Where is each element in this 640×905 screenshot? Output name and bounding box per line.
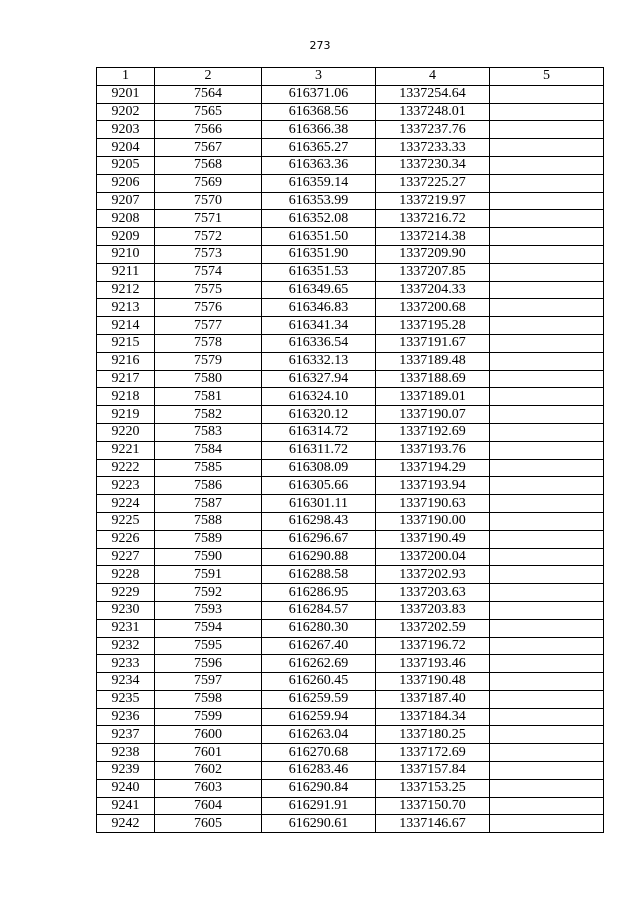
table-cell-col-2: 7593 [155,601,262,619]
table-row [97,708,604,726]
table-cell-col-2: 7594 [155,619,262,637]
table-cell-col-2: 7568 [155,156,262,174]
table-row [97,779,604,797]
table-cell-col-5 [490,299,604,317]
column-header-5: 5 [490,68,604,86]
table-cell-col-3: 616351.90 [262,245,376,263]
table-cell-col-2: 7580 [155,370,262,388]
table-cell-col-3: 616291.91 [262,797,376,815]
table-cell-col-5 [490,619,604,637]
table-cell-col-3: 616263.04 [262,726,376,744]
table-cell-col-4: 1337190.63 [376,495,490,513]
table-cell-col-4: 1337194.29 [376,459,490,477]
table-cell-col-2: 7567 [155,139,262,157]
table-cell-col-3: 616290.61 [262,815,376,833]
table-row [97,281,604,299]
table-cell-col-1: 9235 [97,690,155,708]
table-row [97,495,604,513]
table-cell-col-4: 1337193.76 [376,441,490,459]
table-row [97,334,604,352]
table-cell-col-5 [490,584,604,602]
table-cell-col-4: 1337146.67 [376,815,490,833]
table-cell-col-3: 616288.58 [262,566,376,584]
table-cell-col-5 [490,210,604,228]
table-cell-col-2: 7586 [155,477,262,495]
table-row [97,228,604,246]
table-cell-col-3: 616290.84 [262,779,376,797]
table-row [97,512,604,530]
table-cell-col-3: 616280.30 [262,619,376,637]
table-cell-col-2: 7599 [155,708,262,726]
table-cell-col-2: 7600 [155,726,262,744]
table-cell-col-5 [490,459,604,477]
table-cell-col-3: 616359.14 [262,174,376,192]
table-cell-col-5 [490,423,604,441]
table-cell-col-3: 616259.94 [262,708,376,726]
table-cell-col-1: 9237 [97,726,155,744]
table-cell-col-3: 616270.68 [262,744,376,762]
table-cell-col-1: 9241 [97,797,155,815]
table-cell-col-4: 1337216.72 [376,210,490,228]
table-cell-col-5 [490,174,604,192]
table-header-row [97,68,604,86]
table-row [97,797,604,815]
table-cell-col-5 [490,566,604,584]
table-cell-col-3: 616311.72 [262,441,376,459]
table-cell-col-4: 1337180.25 [376,726,490,744]
table-cell-col-5 [490,762,604,780]
table-cell-col-1: 9226 [97,530,155,548]
table-cell-col-2: 7583 [155,423,262,441]
table-cell-col-5 [490,263,604,281]
table-cell-col-5 [490,441,604,459]
table-cell-col-1: 9225 [97,512,155,530]
table-row [97,352,604,370]
table-cell-col-1: 9222 [97,459,155,477]
table-cell-col-2: 7592 [155,584,262,602]
table-cell-col-2: 7564 [155,85,262,103]
table-cell-col-3: 616327.94 [262,370,376,388]
table-cell-col-2: 7605 [155,815,262,833]
table-cell-col-1: 9212 [97,281,155,299]
table-cell-col-1: 9224 [97,495,155,513]
table-row [97,548,604,566]
table-cell-col-2: 7575 [155,281,262,299]
table-cell-col-1: 9204 [97,139,155,157]
coordinates-table [96,67,604,833]
table-cell-col-1: 9203 [97,121,155,139]
table-cell-col-4: 1337203.83 [376,601,490,619]
table-cell-col-1: 9220 [97,423,155,441]
table-cell-col-2: 7590 [155,548,262,566]
table-cell-col-4: 1337184.34 [376,708,490,726]
table-row [97,637,604,655]
table-cell-col-5 [490,334,604,352]
table-row [97,584,604,602]
table-cell-col-1: 9214 [97,317,155,335]
table-cell-col-2: 7578 [155,334,262,352]
table-cell-col-2: 7577 [155,317,262,335]
table-cell-col-4: 1337150.70 [376,797,490,815]
table-row [97,655,604,673]
table-cell-col-1: 9242 [97,815,155,833]
table-cell-col-3: 616352.08 [262,210,376,228]
table-cell-col-5 [490,192,604,210]
table-cell-col-1: 9210 [97,245,155,263]
table-cell-col-2: 7584 [155,441,262,459]
table-cell-col-5 [490,156,604,174]
table-cell-col-3: 616290.88 [262,548,376,566]
table-row [97,388,604,406]
table-cell-col-4: 1337188.69 [376,370,490,388]
table-row [97,673,604,691]
table-cell-col-3: 616353.99 [262,192,376,210]
table-cell-col-1: 9238 [97,744,155,762]
table-cell-col-4: 1337233.33 [376,139,490,157]
table-cell-col-1: 9240 [97,779,155,797]
table-row [97,619,604,637]
table-row [97,121,604,139]
table-cell-col-1: 9232 [97,637,155,655]
table-cell-col-2: 7601 [155,744,262,762]
table-cell-col-2: 7571 [155,210,262,228]
table-cell-col-5 [490,352,604,370]
table-cell-col-3: 616363.36 [262,156,376,174]
table-row [97,139,604,157]
table-cell-col-3: 616286.95 [262,584,376,602]
table-cell-col-3: 616284.57 [262,601,376,619]
table-cell-col-2: 7570 [155,192,262,210]
table-cell-col-1: 9230 [97,601,155,619]
table-cell-col-3: 616283.46 [262,762,376,780]
page-number: 273 [309,39,331,52]
table-row [97,406,604,424]
table-cell-col-3: 616371.06 [262,85,376,103]
table-cell-col-3: 616314.72 [262,423,376,441]
table-cell-col-4: 1337172.69 [376,744,490,762]
table-cell-col-4: 1337189.48 [376,352,490,370]
table-cell-col-4: 1337195.28 [376,317,490,335]
table-cell-col-1: 9213 [97,299,155,317]
table-cell-col-4: 1337189.01 [376,388,490,406]
table-row [97,156,604,174]
table-cell-col-4: 1337202.93 [376,566,490,584]
table-cell-col-3: 616346.83 [262,299,376,317]
table-cell-col-3: 616296.67 [262,530,376,548]
table-row [97,762,604,780]
table-cell-col-2: 7595 [155,637,262,655]
table-cell-col-5 [490,797,604,815]
table-row [97,459,604,477]
table-cell-col-5 [490,85,604,103]
table-cell-col-2: 7604 [155,797,262,815]
table-cell-col-3: 616336.54 [262,334,376,352]
table-row [97,192,604,210]
table-cell-col-5 [490,245,604,263]
table-cell-col-3: 616308.09 [262,459,376,477]
table-cell-col-1: 9202 [97,103,155,121]
table-cell-col-1: 9228 [97,566,155,584]
table-cell-col-5 [490,495,604,513]
table-cell-col-5 [490,548,604,566]
table-cell-col-1: 9231 [97,619,155,637]
table-cell-col-4: 1337190.49 [376,530,490,548]
table-cell-col-3: 616260.45 [262,673,376,691]
column-header-3: 3 [262,68,376,86]
table-cell-col-1: 9206 [97,174,155,192]
table-cell-col-4: 1337225.27 [376,174,490,192]
table-cell-col-4: 1337248.01 [376,103,490,121]
table-cell-col-3: 616368.56 [262,103,376,121]
table-cell-col-4: 1337193.94 [376,477,490,495]
table-cell-col-4: 1337196.72 [376,637,490,655]
table-cell-col-1: 9233 [97,655,155,673]
table-row [97,103,604,121]
table-cell-col-2: 7565 [155,103,262,121]
table-cell-col-1: 9229 [97,584,155,602]
table-cell-col-4: 1337191.67 [376,334,490,352]
table-cell-col-1: 9216 [97,352,155,370]
table-cell-col-4: 1337254.64 [376,85,490,103]
table-cell-col-5 [490,779,604,797]
table-cell-col-4: 1337230.34 [376,156,490,174]
table-cell-col-4: 1337200.68 [376,299,490,317]
table-cell-col-1: 9227 [97,548,155,566]
table-cell-col-5 [490,726,604,744]
table-row [97,299,604,317]
table-body [97,85,604,832]
table-cell-col-4: 1337204.33 [376,281,490,299]
table-cell-col-5 [490,690,604,708]
table-cell-col-4: 1337157.84 [376,762,490,780]
table-cell-col-5 [490,744,604,762]
table-cell-col-3: 616351.50 [262,228,376,246]
table-cell-col-1: 9201 [97,85,155,103]
table-cell-col-2: 7572 [155,228,262,246]
table-cell-col-5 [490,388,604,406]
table-cell-col-3: 616324.10 [262,388,376,406]
table-cell-col-1: 9239 [97,762,155,780]
table-cell-col-3: 616320.12 [262,406,376,424]
table-cell-col-5 [490,815,604,833]
table-cell-col-3: 616349.65 [262,281,376,299]
table-row [97,690,604,708]
table-cell-col-3: 616298.43 [262,512,376,530]
table-cell-col-3: 616259.59 [262,690,376,708]
column-header-4: 4 [376,68,490,86]
table-cell-col-3: 616332.13 [262,352,376,370]
table-row [97,370,604,388]
table-row [97,245,604,263]
table-cell-col-1: 9234 [97,673,155,691]
table-cell-col-3: 616366.38 [262,121,376,139]
table-cell-col-2: 7569 [155,174,262,192]
table-cell-col-1: 9209 [97,228,155,246]
table-cell-col-4: 1337219.97 [376,192,490,210]
table-cell-col-5 [490,708,604,726]
table-row [97,263,604,281]
table-cell-col-4: 1337237.76 [376,121,490,139]
table-cell-col-4: 1337190.48 [376,673,490,691]
table-cell-col-2: 7587 [155,495,262,513]
table-cell-col-2: 7566 [155,121,262,139]
table-cell-col-5 [490,512,604,530]
table-row [97,423,604,441]
table-cell-col-4: 1337193.46 [376,655,490,673]
table-cell-col-1: 9223 [97,477,155,495]
table-cell-col-4: 1337203.63 [376,584,490,602]
table-cell-col-3: 616351.53 [262,263,376,281]
table-row [97,744,604,762]
table-cell-col-2: 7581 [155,388,262,406]
table-cell-col-4: 1337190.00 [376,512,490,530]
table-cell-col-5 [490,530,604,548]
table-cell-col-4: 1337209.90 [376,245,490,263]
column-header-1: 1 [97,68,155,86]
table-cell-col-3: 616365.27 [262,139,376,157]
table-cell-col-3: 616305.66 [262,477,376,495]
table-cell-col-5 [490,655,604,673]
table-cell-col-3: 616262.69 [262,655,376,673]
table-cell-col-4: 1337192.69 [376,423,490,441]
table-cell-col-1: 9205 [97,156,155,174]
table-cell-col-4: 1337187.40 [376,690,490,708]
table-cell-col-2: 7591 [155,566,262,584]
table-cell-col-5 [490,281,604,299]
table-cell-col-2: 7596 [155,655,262,673]
table-cell-col-2: 7602 [155,762,262,780]
table-cell-col-5 [490,121,604,139]
table-row [97,210,604,228]
table-row [97,601,604,619]
table-row [97,317,604,335]
table-row [97,85,604,103]
table-cell-col-2: 7585 [155,459,262,477]
table-cell-col-3: 616341.34 [262,317,376,335]
table-cell-col-5 [490,317,604,335]
table-cell-col-5 [490,601,604,619]
table-cell-col-4: 1337207.85 [376,263,490,281]
table-cell-col-5 [490,370,604,388]
table-cell-col-2: 7603 [155,779,262,797]
table-cell-col-2: 7573 [155,245,262,263]
table-row [97,530,604,548]
table-cell-col-1: 9207 [97,192,155,210]
table-row [97,477,604,495]
table-cell-col-5 [490,139,604,157]
table-cell-col-4: 1337200.04 [376,548,490,566]
table-row [97,726,604,744]
table-cell-col-4: 1337153.25 [376,779,490,797]
table-row [97,174,604,192]
table-cell-col-4: 1337214.38 [376,228,490,246]
table-cell-col-3: 616301.11 [262,495,376,513]
table-cell-col-1: 9215 [97,334,155,352]
table-row [97,815,604,833]
table-cell-col-2: 7579 [155,352,262,370]
table-cell-col-5 [490,637,604,655]
column-header-2: 2 [155,68,262,86]
table-cell-col-1: 9219 [97,406,155,424]
table-cell-col-2: 7582 [155,406,262,424]
table-cell-col-2: 7598 [155,690,262,708]
table-row [97,566,604,584]
table-cell-col-1: 9211 [97,263,155,281]
table-cell-col-5 [490,103,604,121]
table-cell-col-1: 9218 [97,388,155,406]
table-cell-col-5 [490,228,604,246]
table-cell-col-2: 7588 [155,512,262,530]
table-cell-col-2: 7589 [155,530,262,548]
table-cell-col-3: 616267.40 [262,637,376,655]
table-cell-col-5 [490,477,604,495]
table-cell-col-2: 7574 [155,263,262,281]
table-cell-col-4: 1337190.07 [376,406,490,424]
table-row [97,441,604,459]
table-cell-col-1: 9236 [97,708,155,726]
table-cell-col-4: 1337202.59 [376,619,490,637]
table-cell-col-5 [490,406,604,424]
table-cell-col-1: 9217 [97,370,155,388]
table-cell-col-5 [490,673,604,691]
table-cell-col-1: 9221 [97,441,155,459]
table-cell-col-2: 7597 [155,673,262,691]
table-cell-col-1: 9208 [97,210,155,228]
table-cell-col-2: 7576 [155,299,262,317]
